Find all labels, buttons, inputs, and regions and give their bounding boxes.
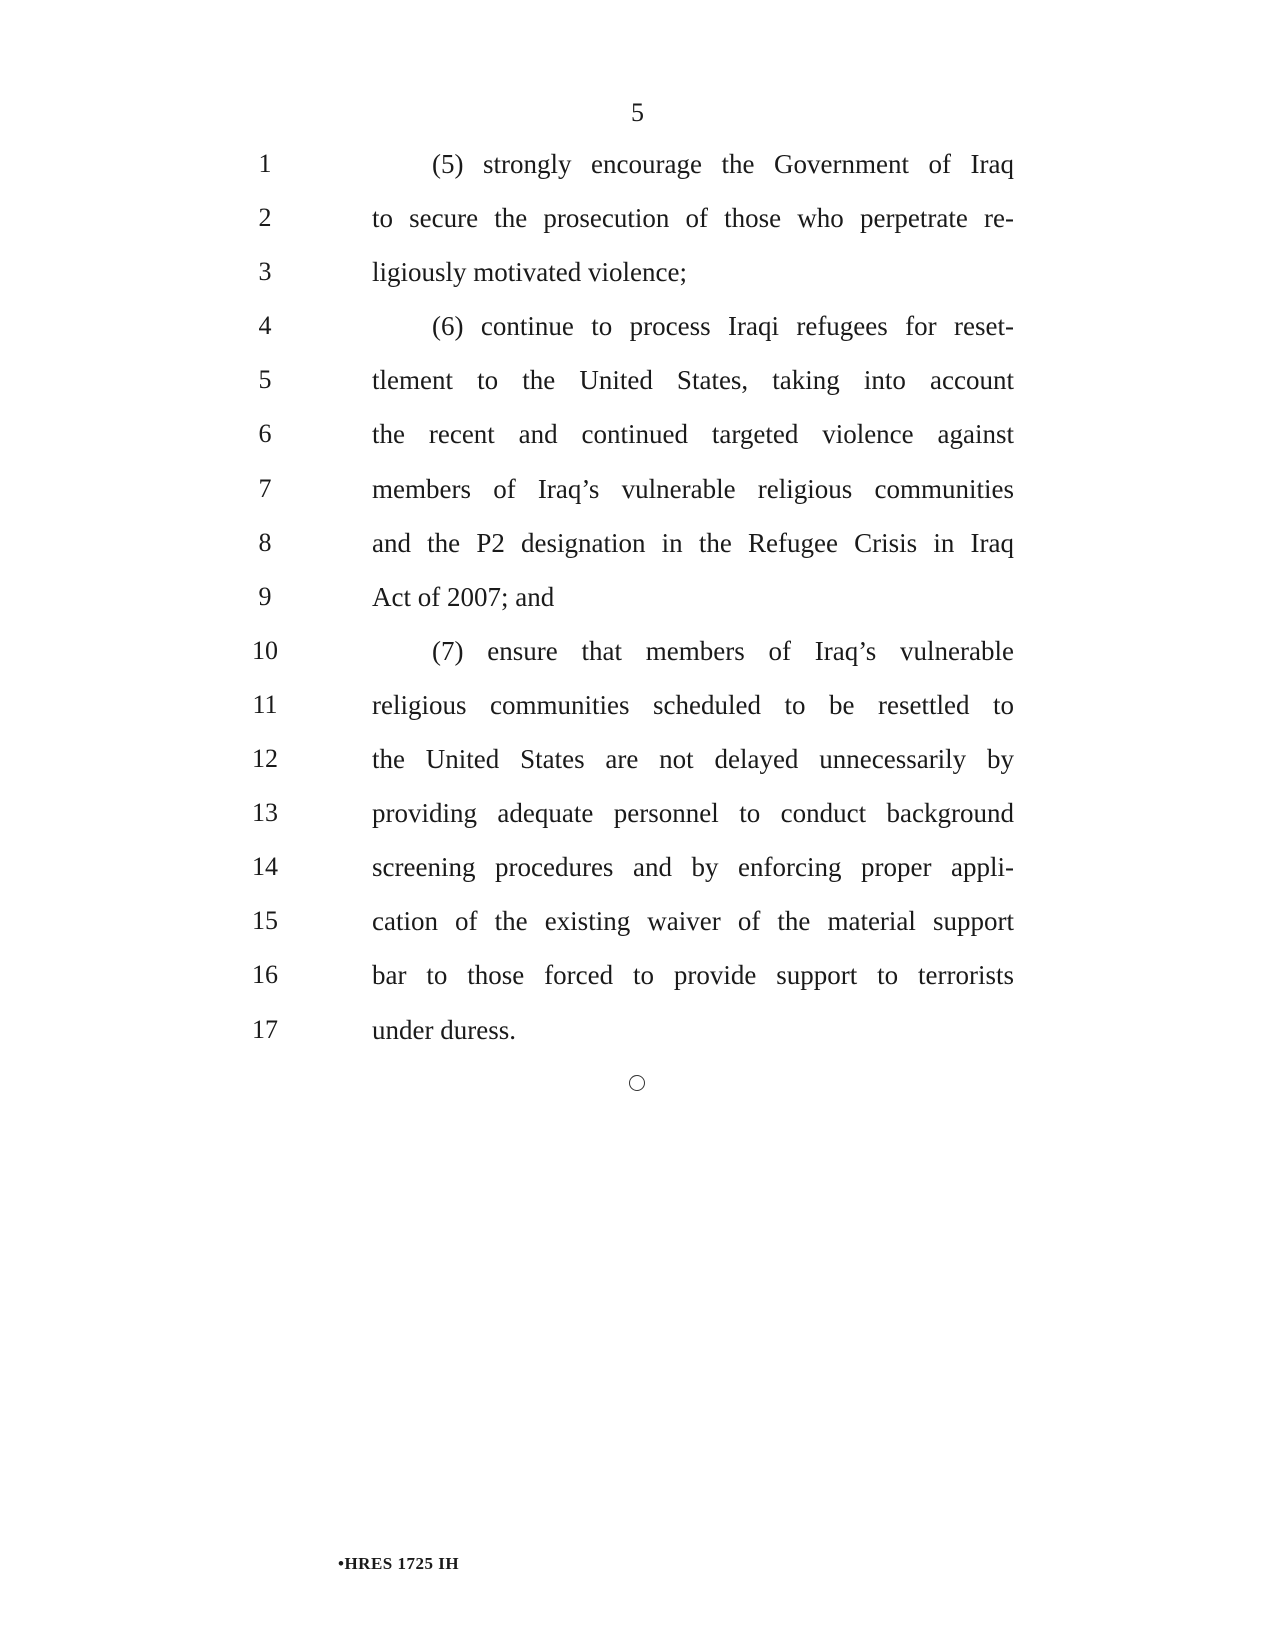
text-line — [0, 306, 1275, 360]
line-text: members of Iraq’s vulnerable religious communities — [372, 473, 1014, 504]
line-text: (6) continue to process Iraqi refugees for reset- — [432, 311, 1014, 342]
line-text: providing adequate personnel to conduct background — [372, 798, 1014, 829]
text-line — [0, 847, 1275, 901]
line-text: the recent and continued targeted violence against — [372, 419, 1014, 450]
line-number: 6 — [258, 419, 272, 449]
line-number: 9 — [258, 581, 272, 611]
text-line — [0, 252, 1275, 306]
text-line — [0, 414, 1275, 468]
line-number: 10 — [252, 635, 278, 665]
line-text: cation of the existing waiver of the material support — [372, 906, 1014, 937]
text-line — [0, 198, 1275, 252]
line-text: (7) ensure that members of Iraq’s vulnerable — [432, 635, 1014, 666]
text-line — [0, 739, 1275, 793]
line-text: tlement to the United States, taking into account — [372, 365, 1014, 396]
line-number: 15 — [252, 906, 278, 936]
line-text: ligiously motivated violence; — [372, 257, 687, 288]
bill-identifier-footer: •HRES 1725 IH — [338, 1554, 460, 1573]
line-number: 2 — [258, 203, 272, 233]
text-line — [0, 955, 1275, 1009]
line-text: under duress. — [372, 1014, 516, 1045]
text-line — [0, 901, 1275, 955]
text-line — [0, 1010, 1275, 1064]
line-number: 14 — [252, 852, 278, 882]
line-number: 1 — [258, 149, 272, 178]
text-line — [0, 469, 1275, 523]
line-number: 16 — [252, 960, 278, 990]
line-text: religious communities scheduled to be resettled to — [372, 689, 1014, 720]
end-of-document-circle-icon — [629, 1075, 645, 1091]
line-number: 5 — [258, 365, 272, 395]
line-text: and the P2 designation in the Refugee Crisis in Iraq — [372, 527, 1014, 558]
line-text: screening procedures and by enforcing proper appli- — [372, 852, 1014, 883]
line-text: to secure the prosecution of those who perpetrate re- — [372, 203, 1014, 234]
text-line — [0, 577, 1275, 631]
line-text: the United States are not delayed unnecessarily by — [372, 744, 1014, 775]
line-text: bar to those forced to provide support to terrorists — [372, 960, 1014, 991]
line-number: 11 — [252, 689, 278, 719]
text-line — [0, 631, 1275, 685]
text-line — [0, 685, 1275, 739]
line-number: 17 — [252, 1014, 278, 1044]
line-number: 12 — [252, 744, 278, 774]
text-line — [0, 523, 1275, 577]
line-number: 3 — [258, 257, 272, 287]
line-number: 4 — [258, 311, 272, 341]
text-line — [0, 360, 1275, 414]
line-text: Act of 2007; and — [372, 581, 555, 612]
line-number: 7 — [258, 473, 272, 503]
line-number: 13 — [252, 798, 278, 828]
line-text: (5) strongly encourage the Government of Iraq — [432, 149, 1014, 179]
text-line — [0, 144, 1275, 198]
resolution-text — [0, 144, 1275, 1064]
text-line — [0, 793, 1275, 847]
line-number: 8 — [258, 527, 272, 557]
page-number: 5 — [631, 98, 644, 127]
